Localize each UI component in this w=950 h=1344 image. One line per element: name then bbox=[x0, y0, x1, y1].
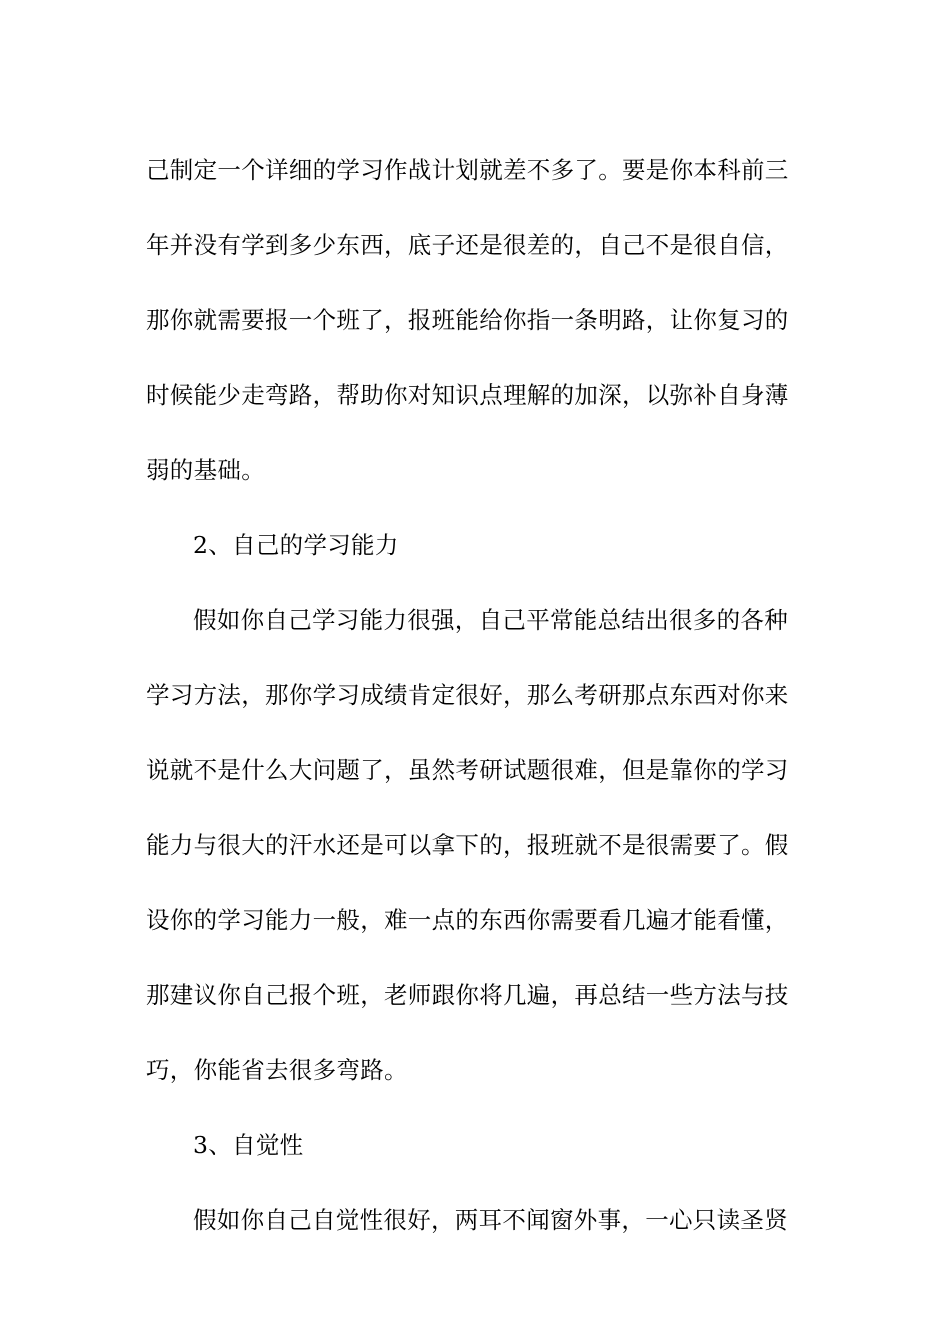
text-line: 说就不是什么大问题了，虽然考研试题很难，但是靠你的学习 bbox=[146, 756, 789, 784]
paragraph-start-line: 假如你自己自觉性很好，两耳不闻窗外事，一心只读圣贤 bbox=[193, 1206, 788, 1234]
text-line: 能力与很大的汗水还是可以拿下的，报班就不是很需要了。假 bbox=[146, 831, 789, 859]
text-line: 设你的学习能力一般，难一点的东西你需要看几遍才能看懂， bbox=[146, 906, 789, 934]
text-line: 年并没有学到多少东西，底子还是很差的，自己不是很自信， bbox=[146, 231, 789, 259]
text-line: 巧，你能省去很多弯路。 bbox=[146, 1056, 408, 1084]
section-heading: 2、自己的学习能力 bbox=[193, 531, 399, 559]
text-line: 时候能少走弯路，帮助你对知识点理解的加深，以弥补自身薄 bbox=[146, 381, 789, 409]
text-line: 己制定一个详细的学习作战计划就差不多了。要是你本科前三 bbox=[146, 156, 789, 184]
text-line: 弱的基础。 bbox=[146, 456, 265, 484]
paragraph-start-line: 假如你自己学习能力很强，自己平常能总结出很多的各种 bbox=[193, 606, 788, 634]
document-body bbox=[146, 133, 806, 1258]
text-line: 那你就需要报一个班了，报班能给你指一条明路，让你复习的 bbox=[146, 306, 789, 334]
text-line: 学习方法，那你学习成绩肯定很好，那么考研那点东西对你来 bbox=[146, 681, 789, 709]
text-line: 那建议你自己报个班，老师跟你将几遍，再总结一些方法与技 bbox=[146, 981, 789, 1009]
section-heading: 3、自觉性 bbox=[193, 1131, 304, 1159]
